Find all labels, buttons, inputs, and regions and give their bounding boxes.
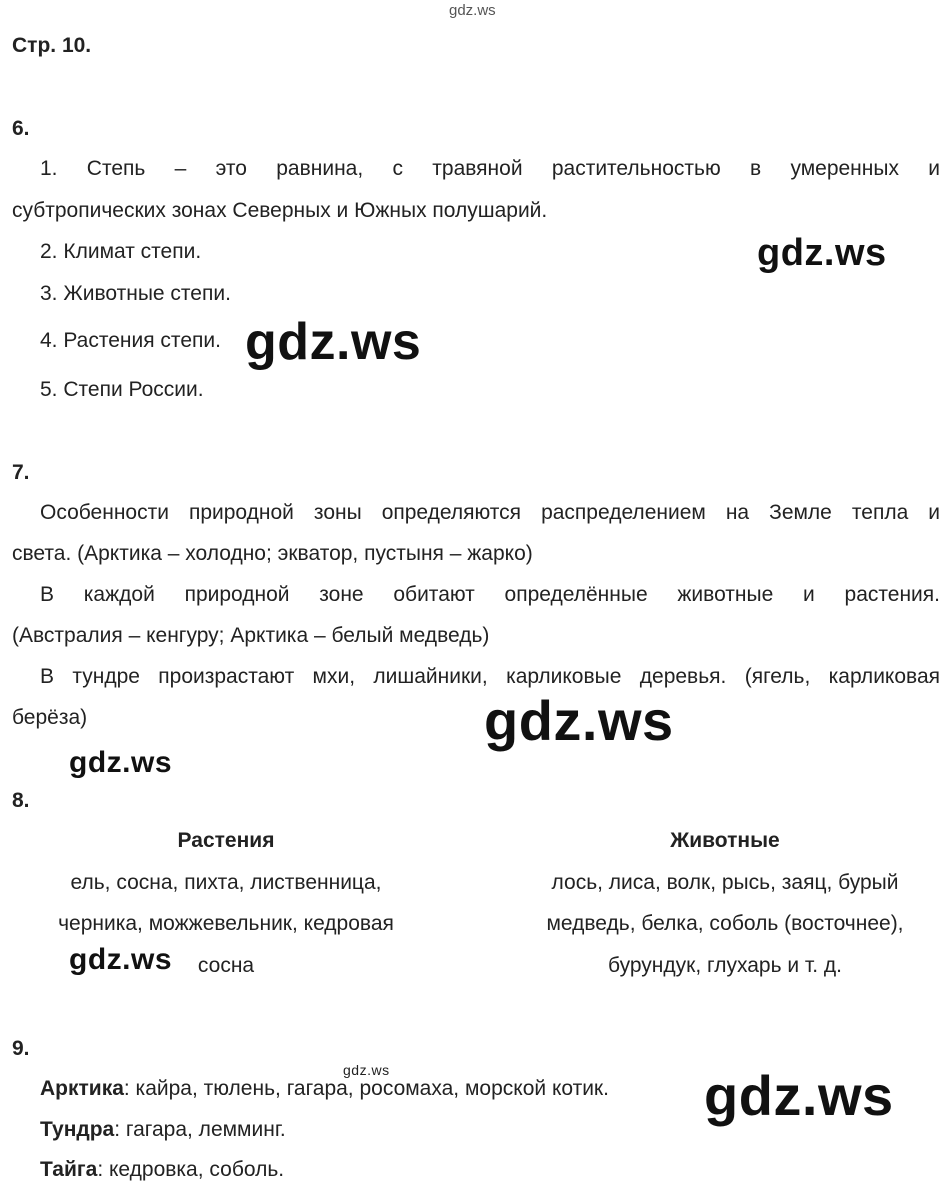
watermark: gdz.ws (69, 746, 173, 779)
section-9-number: 9. (12, 1037, 30, 1060)
page-title: Стр. 10. (12, 34, 92, 57)
watermark-top: gdz.ws (449, 2, 496, 19)
section-6-item-1-line-2: субтропических зонах Северных и Южных полушарий. (12, 199, 548, 222)
watermark: gdz.ws (757, 232, 887, 274)
section-6-item-4: 4. Растения степи. (40, 329, 221, 352)
tundra-text: : гагара, лемминг. (114, 1118, 286, 1141)
taiga-label: Тайга (40, 1158, 98, 1181)
plants-line: черника, можжевельник, кедровая (58, 912, 394, 935)
plants-header: Растения (177, 829, 275, 852)
watermark: gdz.ws (704, 1064, 894, 1127)
section-7-paragraph-1-line-2: света. (Арктика – холодно; экватор, пустыня – жарко) (12, 542, 533, 565)
watermark: gdz.ws (69, 943, 173, 976)
animals-line: бурундук, глухарь и т. д. (608, 954, 842, 977)
section-8-number: 8. (12, 789, 30, 812)
watermark: gdz.ws (484, 689, 674, 752)
taiga-text: : кедровка, соболь. (97, 1158, 285, 1181)
watermark: gdz.ws (245, 313, 422, 371)
animals-line: медведь, белка, соболь (восточнее), (546, 912, 904, 935)
section-7-number: 7. (12, 461, 30, 484)
watermark-small: gdz.ws (343, 1062, 390, 1078)
section-7-paragraph-2-line-1: В каждой природной зоне обитают определённые животные и растения. (40, 583, 940, 606)
arctic-line (40, 1077, 609, 1101)
plants-line: ель, сосна, пихта, лиственница, (70, 871, 382, 894)
section-7-paragraph-2-line-2: (Австралия – кенгуру; Арктика – белый медведь) (12, 624, 490, 647)
section-6-number: 6. (12, 117, 30, 140)
section-7-paragraph-1-line-1: Особенности природной зоны определяются распределением на Земле тепла и (40, 501, 940, 524)
tundra-line (40, 1118, 286, 1142)
plants-line: сосна (197, 954, 255, 977)
section-6-item-2: 2. Климат степи. (40, 240, 202, 263)
section-6-item-1-line-1: 1. Степь – это равнина, с травяной растительностью в умеренных и (40, 157, 940, 180)
animals-line: лось, лиса, волк, рысь, заяц, бурый (551, 871, 899, 894)
section-7-paragraph-3-line-1: В тундре произрастают мхи, лишайники, карликовые деревья. (ягель, карликовая (40, 665, 940, 688)
animals-header: Животные (670, 829, 780, 852)
arctic-label: Арктика (40, 1077, 124, 1100)
arctic-text: : кайра, тюлень, гагара, росомаха, морской котик. (123, 1077, 609, 1100)
section-7-paragraph-3-line-2: берёза) (12, 706, 88, 729)
section-6-item-3: 3. Животные степи. (40, 282, 231, 305)
section-6-item-5: 5. Степи России. (40, 378, 204, 401)
tundra-label: Тундра (40, 1118, 115, 1141)
taiga-line (40, 1158, 284, 1182)
